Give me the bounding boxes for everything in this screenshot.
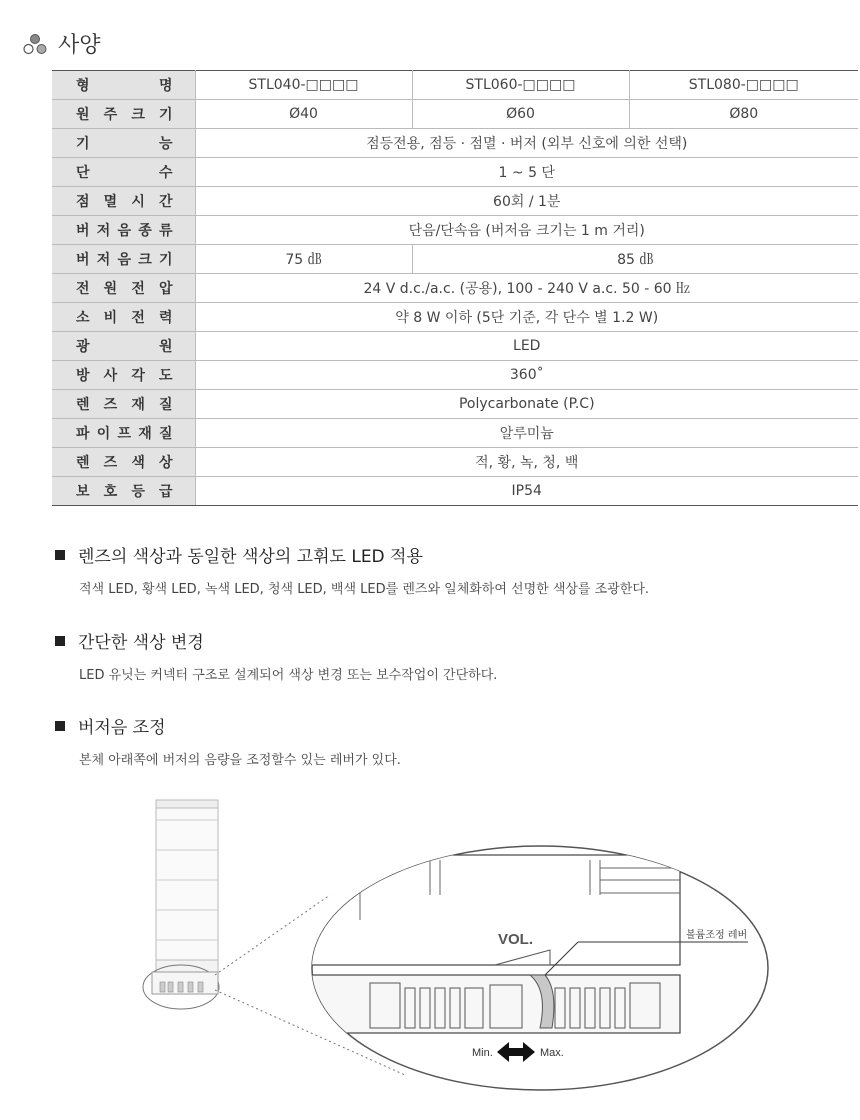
spec-label: 원 주 크 기: [52, 100, 195, 129]
spec-label: 기 능: [52, 129, 195, 158]
spec-value: STL080-□□□□: [629, 71, 858, 100]
spec-value: 알루미늄: [195, 419, 858, 448]
spec-row: [52, 187, 858, 216]
spec-value: 60회 / 1분: [195, 187, 858, 216]
section-body: 본체 아래쪽에 버저의 음량을 조정할수 있는 레버가 있다.: [79, 753, 401, 768]
spec-row: [52, 390, 858, 419]
section-body: LED 유닛는 커넥터 구조로 설계되어 색상 변경 또는 보수작업이 간단하다.: [79, 668, 498, 683]
spec-label: 점 멸 시 간: [52, 187, 195, 216]
spec-table: [52, 70, 858, 506]
spec-value: 85 ㏈: [412, 245, 858, 274]
spec-row: [52, 129, 858, 158]
spec-row: [52, 71, 858, 100]
section-title: 렌즈의 색상과 동일한 색상의 고휘도 LED 적용: [78, 547, 423, 567]
three-circles-icon: [22, 33, 48, 55]
vol-label: VOL.: [498, 931, 534, 948]
bullet-square-icon: [55, 636, 65, 646]
section-title: 버저음 조정: [78, 718, 166, 738]
spec-label: 버 저 음 크 기: [52, 245, 195, 274]
spec-label: 단 수: [52, 158, 195, 187]
spec-value: Polycarbonate (P.C): [195, 390, 858, 419]
spec-label: 파 이 프 재 질: [52, 419, 195, 448]
spec-row: [52, 477, 858, 506]
spec-value: Ø40: [195, 100, 412, 129]
spec-value: 24 V d.c./a.c. (공용), 100 - 240 V a.c. 50 - 60 ㎐: [195, 274, 858, 303]
spec-value: 약 8 W 이하 (5단 기준, 각 단수 별 1.2 W): [195, 303, 858, 332]
feature-section: [55, 713, 401, 768]
section-title: 간단한 색상 변경: [78, 633, 204, 653]
spec-value: STL040-□□□□: [195, 71, 412, 100]
bullet-square-icon: [55, 550, 65, 560]
page-title-text: 사양: [58, 33, 101, 58]
signal-tower-illustration: [143, 800, 219, 1009]
spec-value: Ø80: [629, 100, 858, 129]
spec-value: 360˚: [195, 361, 858, 390]
spec-row: [52, 361, 858, 390]
spec-label: 렌 즈 색 상: [52, 448, 195, 477]
lever-label: 볼륨조정 레버: [686, 930, 748, 941]
section-body: 적색 LED, 황색 LED, 녹색 LED, 청색 LED, 백색 LED를 렌즈와 일체화하여 선명한 색상를 조광한다.: [79, 582, 650, 597]
min-label: Min.: [472, 1047, 493, 1059]
spec-row: [52, 216, 858, 245]
spec-value: 75 ㏈: [195, 245, 412, 274]
feature-section: [55, 542, 649, 597]
spec-value: Ø60: [412, 100, 629, 129]
spec-label: 형 명: [52, 71, 195, 100]
spec-label: 방 사 각 도: [52, 361, 195, 390]
spec-row: [52, 100, 858, 129]
spec-label: 보 호 등 급: [52, 477, 195, 506]
spec-value: 적, 황, 녹, 청, 백: [195, 448, 858, 477]
spec-label: 소 비 전 력: [52, 303, 195, 332]
bullet-square-icon: [55, 721, 65, 731]
spec-value: IP54: [195, 477, 858, 506]
page-title: [22, 28, 101, 59]
spec-label: 광 원: [52, 332, 195, 361]
spec-value: 1 ~ 5 단: [195, 158, 858, 187]
spec-row: [52, 274, 858, 303]
spec-row: [52, 419, 858, 448]
spec-row: [52, 332, 858, 361]
spec-row: [52, 303, 858, 332]
spec-value: STL060-□□□□: [412, 71, 629, 100]
spec-value: LED: [195, 332, 858, 361]
spec-row: [52, 158, 858, 187]
spec-value: 점등전용, 점등 · 점멸 · 버저 (외부 신호에 의한 선택): [195, 129, 858, 158]
feature-section: [55, 628, 497, 683]
max-label: Max.: [540, 1047, 564, 1059]
spec-label: 전 원 전 압: [52, 274, 195, 303]
spec-value: 단음/단속음 (버저음 크기는 1 m 거리): [195, 216, 858, 245]
spec-row: [52, 448, 858, 477]
buzzer-lever-diagram: [0, 780, 860, 1120]
spec-label: 렌 즈 재 질: [52, 390, 195, 419]
spec-label: 버 저 음 종 류: [52, 216, 195, 245]
spec-row: [52, 245, 858, 274]
